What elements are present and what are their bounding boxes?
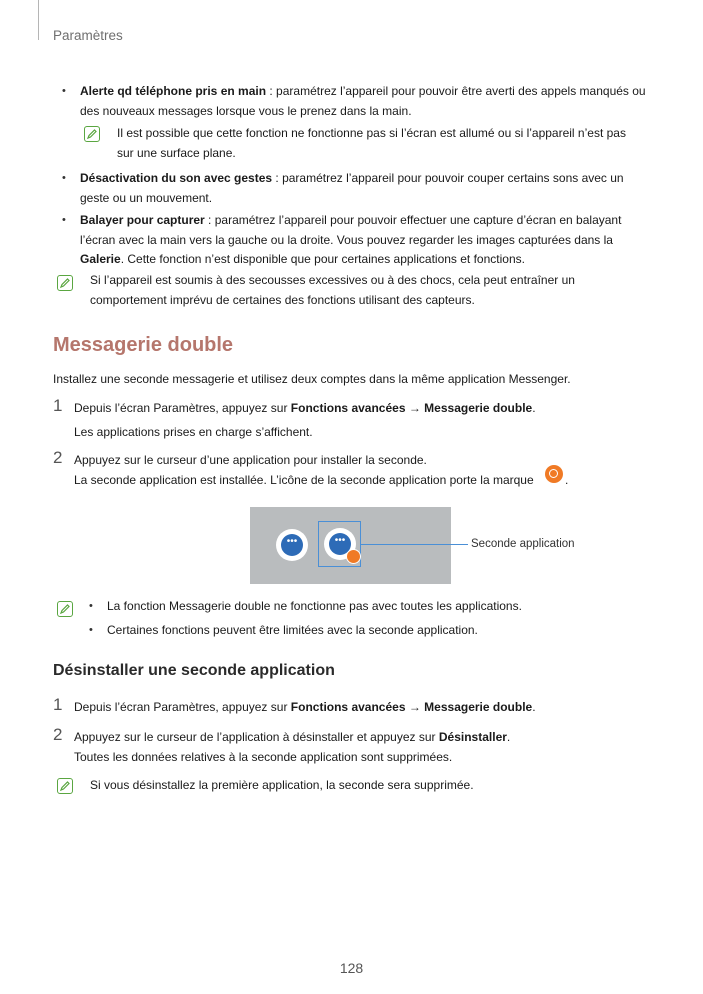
bullet-term: Alerte qd téléphone pris en main: [80, 84, 267, 98]
subsection-title: Désinstaller une seconde application: [53, 662, 335, 679]
note-icon: [57, 275, 73, 291]
step-text-part: Depuis l’écran Paramètres, appuyez sur: [74, 401, 291, 415]
callout-label: Seconde application: [471, 538, 575, 550]
step-number: 2: [53, 448, 63, 467]
dual-app-badge-icon: [545, 465, 563, 483]
bullet-text: . Cette fonction n’est disponible que pour certaines applications et fonctions.: [120, 252, 525, 266]
bullet-text: : paramétrez l’appareil pour pouvoir être averti des appels manqués ou des nouveaux messages lorsque vous le prenez dans la main.: [80, 84, 646, 118]
note-text: Il est possible que cette fonction ne fonctionne pas si l’écran est allumé ou si l’appareil n’est pas sur une surface plane.: [117, 126, 626, 160]
bullet-marker: •: [62, 85, 66, 97]
bullet-item: [80, 169, 650, 208]
arrow-symbol: →: [405, 401, 425, 415]
step-text: [74, 728, 644, 748]
bullet-item: [80, 82, 650, 121]
bullet-text: : paramétrez l’appareil pour pouvoir couper certains sons avec un geste ou un mouvement.: [80, 171, 624, 205]
menu-path-item: Messagerie double: [424, 401, 533, 415]
step-text-part: .: [532, 700, 536, 714]
bullet-marker: •: [89, 624, 93, 636]
page-header: Paramètres: [53, 28, 123, 43]
step-number: 2: [53, 725, 63, 744]
dual-app-badge-icon: [346, 549, 361, 564]
step-result: Toutes les données relatives à la seconde application sont supprimées.: [74, 750, 453, 764]
step-text: [74, 698, 644, 718]
page-number: 128: [339, 960, 364, 976]
note-text: Si l’appareil est soumis à des secousses excessives ou à des chocs, cela peut entraîner un comportement imprévu de certaines des fonctions utilisant des capteurs.: [90, 273, 575, 307]
step-number: 1: [53, 695, 63, 714]
menu-path-item: Fonctions avancées: [290, 700, 406, 714]
note-list-item: Certaines fonctions peuvent être limitées avec la seconde application.: [107, 623, 478, 637]
step-text-part: Depuis l’écran Paramètres, appuyez sur: [74, 700, 291, 714]
messenger-app-icon: •••: [276, 529, 308, 561]
step-text-part: Appuyez sur le curseur de l’application à désinstaller et appuyez sur: [74, 730, 439, 744]
margin-rule: [38, 0, 39, 40]
bullet-term: Balayer pour capturer: [80, 213, 205, 227]
note-icon: [57, 778, 73, 794]
bullet-marker: •: [89, 600, 93, 612]
step-text-part: .: [565, 473, 569, 487]
step-text: [74, 399, 644, 419]
second-messenger-app-icon: •••: [324, 528, 356, 560]
bullet-term: Désactivation du son avec gestes: [80, 171, 273, 185]
menu-path-item: Messagerie double: [424, 700, 533, 714]
step-result: La seconde application est installée. L’icône de la seconde application porte la marque: [74, 473, 534, 487]
section-intro: Installez une seconde messagerie et utilisez deux comptes dans la même application Messenger.: [53, 372, 571, 386]
note-icon: [84, 126, 100, 142]
arrow-symbol: →: [405, 700, 425, 714]
step-text: Appuyez sur le curseur d’une application pour installer la seconde.: [74, 453, 427, 467]
bullet-text: : paramétrez l’appareil pour pouvoir effectuer une capture d’écran en balayant l’écran avec la main vers la gauche ou la droite. Vous pouvez regarder les images capturées dans la: [80, 213, 622, 247]
callout-line: [361, 544, 468, 545]
menu-path-item: Désinstaller: [438, 730, 507, 744]
section-title: Messagerie double: [53, 334, 234, 356]
note-text: Si vous désinstallez la première application, la seconde sera supprimée.: [90, 778, 474, 792]
menu-path-item: Fonctions avancées: [290, 401, 406, 415]
bullet-item: [80, 211, 650, 270]
bullet-term-gallery: Galerie: [80, 252, 121, 266]
bullet-marker: •: [62, 172, 66, 184]
step-result: Les applications prises en charge s’affichent.: [74, 425, 313, 439]
step-text-part: .: [532, 401, 536, 415]
bullet-marker: •: [62, 214, 66, 226]
step-text-part: .: [506, 730, 511, 744]
step-number: 1: [53, 396, 63, 415]
note-icon: [57, 601, 73, 617]
note-list-item: La fonction Messagerie double ne fonctionne pas avec toutes les applications.: [107, 599, 522, 613]
